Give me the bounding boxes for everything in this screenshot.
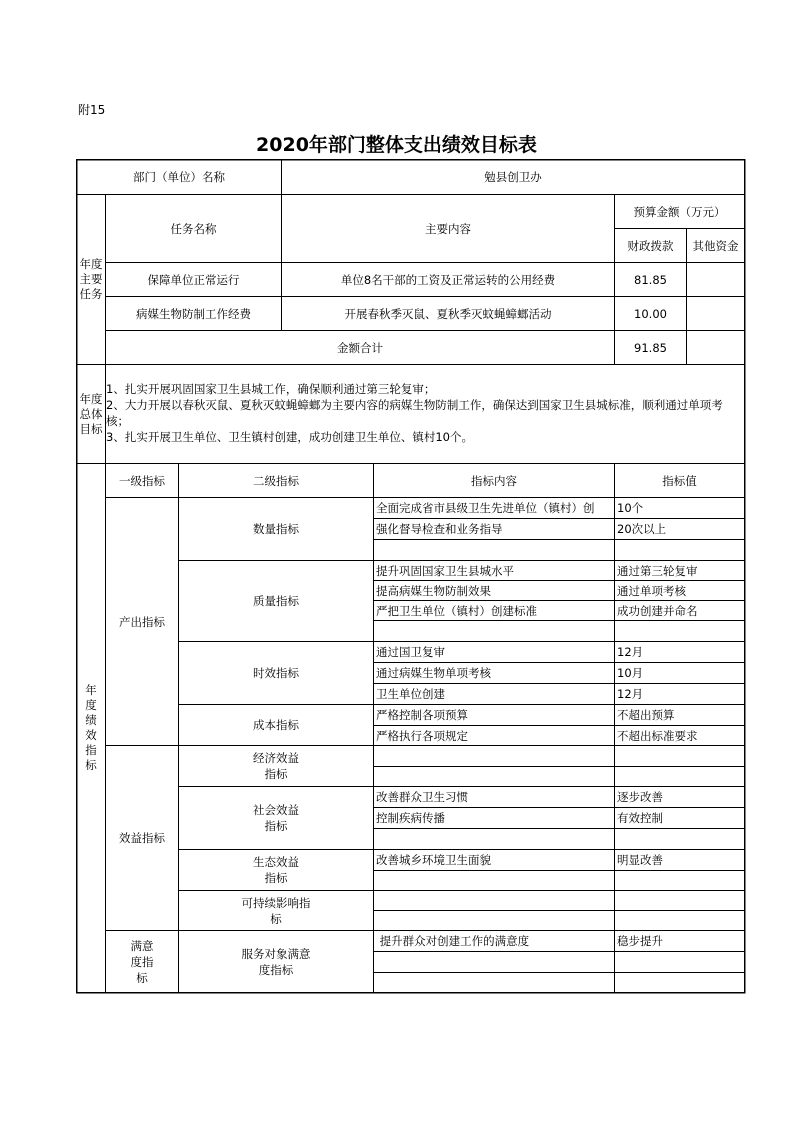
service-satisfaction-label: 服务对象满意度指标	[241, 946, 311, 977]
indicator-content: 卫生单位创建	[376, 687, 445, 701]
task-name: 病媒生物防制工作经费	[136, 306, 251, 321]
other-funds-header: 其他资金	[692, 238, 739, 253]
indicator-content: 提高病媒生物防制效果	[376, 583, 491, 598]
indicator-content: 改善城乡环境卫生面貌	[376, 853, 491, 867]
value-header: 指标值	[662, 473, 697, 488]
overall-goals-label: 年度总体目标	[79, 391, 103, 436]
indicator-value	[615, 829, 744, 849]
indicator-content: 通过国卫复审	[376, 645, 445, 659]
budget-header: 预算金额（万元）	[633, 204, 726, 219]
indicator-value	[615, 621, 744, 641]
indicator-value: 通过第三轮复审	[617, 563, 698, 578]
indicator-value	[615, 767, 744, 786]
indicator-value	[615, 746, 744, 766]
indicator-content: 提升巩固国家卫生县城水平	[376, 563, 514, 578]
indicator-value: 不超出标准要求	[617, 728, 698, 743]
dept-label: 部门（单位）名称	[133, 170, 225, 184]
task-other-amount	[687, 263, 744, 296]
main-content-header: 主要内容	[425, 221, 471, 236]
timeliness-indicator-label: 时效指标	[253, 666, 299, 680]
indicator-content: 提升群众对创建工作的满意度	[376, 934, 530, 948]
content-header: 指标内容	[471, 473, 517, 488]
indicator-content	[374, 767, 614, 786]
indicator-content: 严格控制各项预算	[376, 708, 468, 722]
cost-indicator-label: 成本指标	[253, 718, 299, 732]
total-value: 91.85	[634, 340, 667, 355]
economic-benefit-label: 经济效益指标	[253, 751, 299, 781]
task-content: 开展春秋季灭鼠、夏秋季灭蚊蝇蟑螂活动	[344, 306, 552, 321]
attachment-label: 附15	[78, 103, 106, 117]
indicators-label: 年度绩效指标	[85, 683, 97, 772]
indicator-value: 20次以上	[617, 522, 667, 536]
indicator-content: 改善群众卫生习惯	[376, 790, 468, 804]
indicator-content	[374, 891, 614, 910]
annual-tasks-label: 年度主要任务	[79, 257, 103, 301]
indicator-value	[615, 911, 744, 930]
task-fiscal-amount: 10.00	[634, 306, 667, 321]
indicator-content: 强化督导检查和业务指导	[376, 522, 503, 536]
indicator-value: 10个	[617, 501, 644, 515]
indicator-content: 严格执行各项规定	[376, 728, 468, 743]
indicator-value: 成功创建并命名	[617, 603, 698, 618]
task-name-header: 任务名称	[170, 221, 217, 236]
level2-header: 二级指标	[253, 473, 299, 488]
goal-line: 1、扎实开展巩固国家卫生县城工作，确保顺利通过第三轮复审；	[106, 382, 436, 396]
indicator-content: 通过病媒生物单项考核	[376, 666, 491, 680]
indicator-value	[615, 952, 744, 972]
indicator-content	[374, 540, 614, 560]
ecological-benefit-label: 生态效益指标	[253, 855, 299, 885]
indicator-content	[374, 952, 614, 972]
total-label: 金额合计	[337, 340, 383, 355]
indicator-value: 12月	[617, 687, 644, 701]
indicator-content	[374, 621, 614, 641]
indicator-value: 不超出预算	[617, 708, 675, 722]
indicator-value: 12月	[617, 645, 644, 659]
overall-goals-text	[106, 381, 742, 445]
page-title: 2020年部门整体支出绩效目标表	[256, 134, 537, 156]
task-name: 保障单位正常运行	[147, 272, 240, 287]
indicator-value: 通过单项考核	[617, 583, 686, 598]
task-other-amount	[687, 297, 744, 330]
indicator-value: 有效控制	[617, 811, 663, 825]
output-indicators-label: 产出指标	[119, 614, 165, 629]
indicator-value: 稳步提升	[617, 934, 663, 948]
indicator-value: 明显改善	[617, 853, 663, 867]
quantity-indicator-label: 数量指标	[253, 522, 299, 536]
indicator-value	[615, 540, 744, 560]
indicator-content	[374, 911, 614, 930]
task-content: 单位8名干部的工资及正常运转的公用经费	[340, 272, 556, 287]
indicator-content: 严把卫生单位（镇村）创建标准	[376, 603, 537, 618]
level1-header: 一级指标	[119, 473, 165, 488]
indicator-value: 10月	[617, 666, 644, 680]
fiscal-header: 财政拨款	[627, 238, 674, 253]
indicator-value	[615, 973, 744, 992]
goal-line: 2、大力开展以春秋灭鼠、夏秋灭蚊蝇蟑螂为主要内容的病媒生物防制工作，确保达到国家卫生县城标准，顺利通过单项考核；	[106, 398, 723, 428]
indicator-content	[374, 746, 614, 766]
quality-indicator-label: 质量指标	[253, 594, 299, 608]
indicator-value	[615, 871, 744, 890]
indicator-content: 控制疾病传播	[376, 811, 445, 825]
indicator-content	[374, 973, 614, 992]
social-benefit-label: 社会效益指标	[253, 803, 299, 833]
indicator-content	[374, 829, 614, 849]
satisfaction-indicators-label: 满意度指标	[130, 938, 154, 985]
indicator-content	[374, 871, 614, 890]
sustainable-impact-label: 可持续影响指标	[241, 895, 311, 926]
indicator-value: 逐步改善	[617, 790, 663, 804]
benefit-indicators-label: 效益指标	[119, 831, 165, 845]
dept-value: 勉县创卫办	[484, 170, 542, 184]
indicator-value	[615, 891, 744, 910]
goal-line: 3、扎实开展卫生单位、卫生镇村创建，成功创建卫生单位、镇村10个。	[106, 430, 473, 444]
indicator-content: 全面完成省市县级卫生先进单位（镇村）创	[376, 501, 595, 515]
task-fiscal-amount: 81.85	[634, 272, 667, 287]
